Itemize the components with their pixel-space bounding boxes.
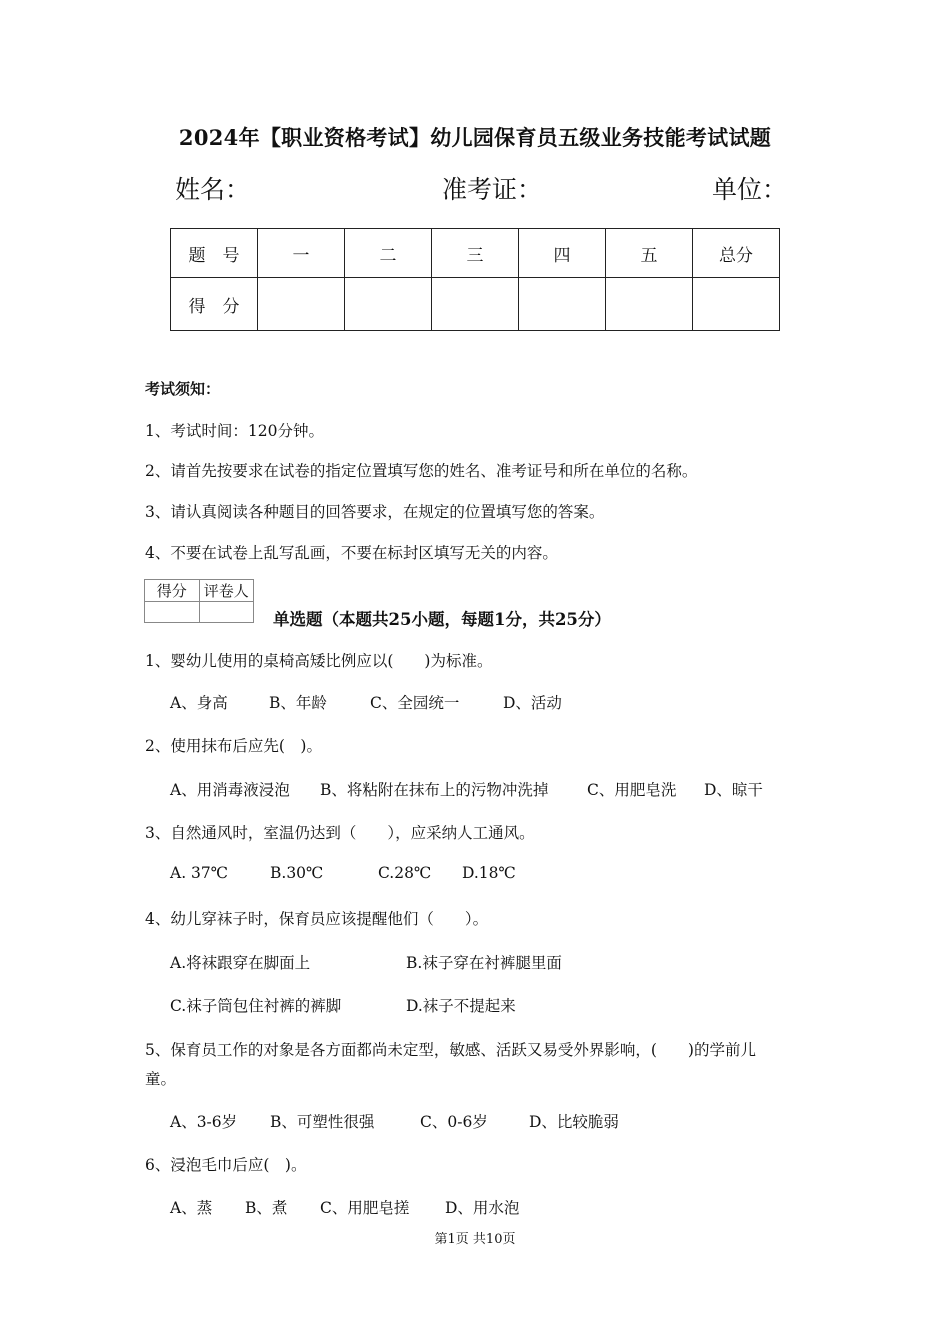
option-b: B.袜子穿在衬裤腿里面 — [406, 954, 562, 972]
option-b: B、将粘附在抹布上的污物冲洗掉 — [320, 781, 549, 799]
score-table — [170, 228, 780, 331]
option-d: D、活动 — [503, 694, 562, 712]
score-cell[interactable] — [432, 278, 519, 331]
option-b: B、可塑性很强 — [270, 1113, 375, 1131]
score-table-header-cell: 总分 — [693, 229, 780, 278]
notice-item: 3、请认真阅读各种题目的回答要求，在规定的位置填写您的答案。 — [145, 503, 605, 521]
question-text: 2、使用抹布后应先( )。 — [145, 737, 322, 755]
question-text: 1、婴幼儿使用的桌椅高矮比例应以( )为标准。 — [145, 652, 493, 670]
question-text-continued: 童。 — [145, 1070, 177, 1088]
score-table-header-cell: 题 号 — [171, 229, 258, 278]
page-footer: 第1页 共10页 — [434, 1232, 516, 1247]
unit-field-label: 单位： — [712, 175, 788, 204]
option-c: C.28℃ — [378, 864, 432, 882]
score-cell[interactable] — [606, 278, 693, 331]
question-text: 3、自然通风时，室温仍达到（ ），应采纳人工通风。 — [145, 824, 535, 842]
option-c: C、用肥皂搓 — [320, 1199, 410, 1217]
score-cell[interactable] — [693, 278, 780, 331]
question-text: 5、保育员工作的对象是各方面都尚未定型，敏感、活跃又易受外界影响，( )的学前儿 — [145, 1041, 756, 1059]
option-b: B.30℃ — [270, 864, 324, 882]
notice-item: 1、考试时间：120分钟。 — [145, 422, 324, 440]
question-text: 6、浸泡毛巾后应( )。 — [145, 1156, 307, 1174]
page-title: 2024年【职业资格考试】幼儿园保育员五级业务技能考试试题 — [178, 125, 772, 150]
option-b: B、年龄 — [269, 694, 327, 712]
option-c: C、全园统一 — [370, 694, 460, 712]
score-table-header-cell: 一 — [258, 229, 345, 278]
notice-item: 4、不要在试卷上乱写乱画，不要在标封区填写无关的内容。 — [145, 544, 558, 562]
option-a: A、蒸 — [170, 1199, 213, 1217]
option-d: D.18℃ — [462, 864, 516, 882]
grader-name-label: 评卷人 — [199, 580, 254, 602]
question-text: 4、幼儿穿袜子时，保育员应该提醒他们（ ）。 — [145, 910, 489, 928]
score-cell[interactable] — [258, 278, 345, 331]
section-title: 单选题（本题共25小题，每题1分，共25分） — [273, 610, 611, 629]
score-table-score-row — [171, 278, 780, 331]
grader-score-cell[interactable] — [145, 602, 200, 623]
score-table-header-row — [171, 229, 780, 278]
option-d: D.袜子不提起来 — [406, 997, 516, 1015]
notice-item: 2、请首先按要求在试卷的指定位置填写您的姓名、准考证号和所在单位的名称。 — [145, 462, 698, 480]
option-a: A、3-6岁 — [170, 1113, 238, 1131]
option-a: A.将袜跟穿在脚面上 — [170, 954, 311, 972]
option-a: A、身高 — [170, 694, 228, 712]
option-a: A、用消毒液浸泡 — [170, 781, 290, 799]
grader-score-label: 得分 — [145, 580, 200, 602]
option-d: D、比较脆弱 — [529, 1113, 619, 1131]
option-d: D、晾干 — [704, 781, 763, 799]
score-cell[interactable] — [519, 278, 606, 331]
exam-id-field-label: 准考证： — [442, 175, 543, 204]
option-b: B、煮 — [245, 1199, 288, 1217]
score-cell[interactable] — [345, 278, 432, 331]
score-table-header-cell: 三 — [432, 229, 519, 278]
score-table-header-cell: 五 — [606, 229, 693, 278]
option-c: C、用肥皂洗 — [587, 781, 677, 799]
option-c: C、0-6岁 — [420, 1113, 488, 1131]
score-table-header-cell: 二 — [345, 229, 432, 278]
option-a: A. 37℃ — [170, 864, 229, 882]
name-field-label: 姓名： — [175, 175, 251, 204]
score-row-label: 得 分 — [171, 278, 258, 331]
notice-heading: 考试须知： — [145, 380, 221, 398]
grader-box — [144, 579, 254, 623]
score-table-header-cell: 四 — [519, 229, 606, 278]
option-c: C.袜子筒包住衬裤的裤脚 — [170, 997, 342, 1015]
option-d: D、用水泡 — [445, 1199, 520, 1217]
grader-name-cell[interactable] — [199, 602, 254, 623]
